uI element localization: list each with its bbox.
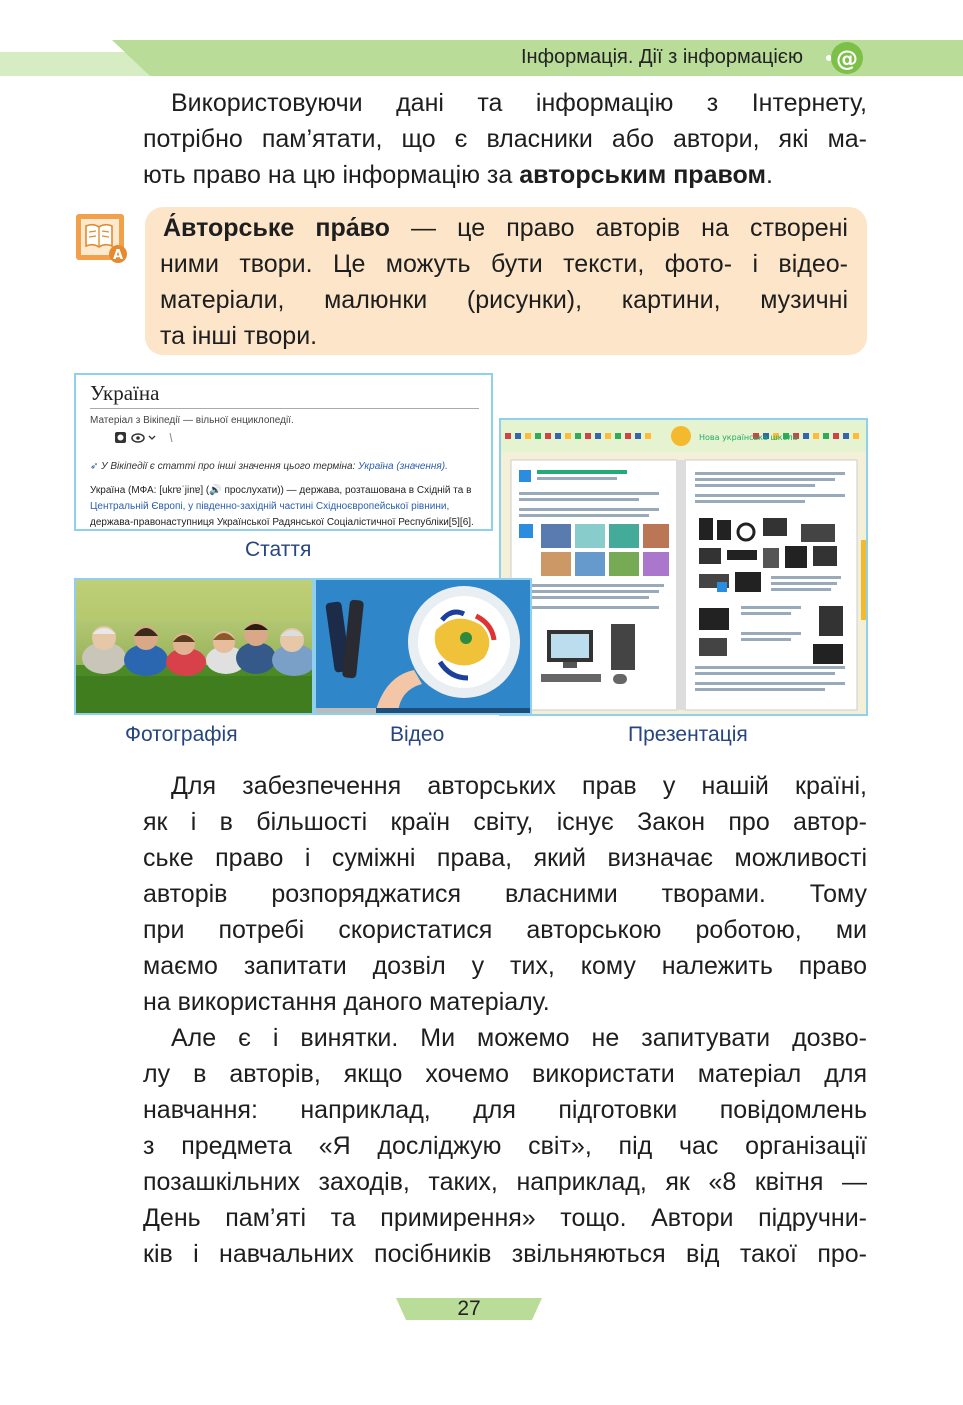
intro-line: потрібно пам’ятати, що є власники або автори, які ма- [143,125,867,153]
intro-line: Використовуючи дані та інформацію з Інтернету, [171,89,867,117]
body-line: лу в авторів, якщо хочемо використати матеріал для [143,1060,867,1088]
body-line: навчання: наприклад, для підготовки повідомлень [143,1096,867,1124]
video-frame-image [314,578,532,715]
definition-line: та інші твори. [160,322,318,350]
wiki-body-text: Україна (МФА: [ukrɐˈjinɐ] (🔊 прослухати)) — держава, розташована в Східній та в Центральній Європі, у південно-західній частині Східноєвропейської рівнини, держава-правонаступниця Української Радянської Соціалістичної Республіки[5][6]. [90,485,474,528]
family-photo-image [74,578,314,715]
svg-text:A: A [112,248,124,263]
at-sign-icon [825,40,865,76]
body-line: Але є і винятки. Ми можемо не запитувати дозво- [171,1024,867,1052]
caption-video: Відео [390,723,445,746]
body-line: при потребі скористатися авторською роботою, ми [143,916,867,944]
intro-paragraph [143,85,867,193]
caption-presentation: Презентація [628,723,748,746]
presentation-banner: Нова українська школа [699,433,798,442]
body-line: позашкільних заходів, таких, наприклад, як «8 квітня — [143,1168,867,1196]
body-line: з предмета «Я досліджую світ», під час організації [143,1132,867,1160]
wiki-article-title: Україна [90,381,160,405]
wikipedia-article-image [74,373,493,531]
header-band [0,40,963,76]
definition-term: А́вторське пра́во [163,214,390,242]
wiki-tools-icons [114,431,174,448]
body-line: як і в більшості країн світу, існує Закон про автор- [143,808,867,836]
body-line: маємо запитати дозвіл у тих, кому належить право [143,952,867,980]
running-header-title: Інформація. Дії з інформацією [520,46,803,68]
caption-photo: Фотографія [125,723,238,746]
definition-line: матеріали, малюнки (рисунки), картини, музичні [160,286,848,314]
body-line: День пам’яті та примирення» тощо. Автори підручни- [143,1204,867,1232]
body-line: Для забезпечення авторських прав у нашій країні, [171,772,867,800]
definition-line: ними твори. Це можуть бути тексти, фото- і відео- [160,250,848,278]
body-paragraph-2 [143,1020,867,1272]
body-paragraph-1 [143,768,867,1020]
intro-line: ють право на цю інформацію за авторським правом. [143,161,773,189]
definition-text: А́вторське пра́во — це право авторів на створені ними твори. Це можуть бути тексти, фото- і відео- матеріали, малюнки (рисунки), картини, музичні та інші твори. [160,210,848,354]
caption-article: Стаття [245,538,312,561]
page-number-tab [396,1298,542,1320]
wiki-subtitle: Матеріал з Вікіпедії — вільної енциклопедії. [90,415,294,426]
body-line: авторів розпоряджатися власними творами. Тому [143,880,867,908]
svg-text:@: @ [836,47,858,72]
page-number: 27 [457,1297,481,1320]
disambiguation-icon: ➶ [90,461,102,472]
body-line: ське право і суміжні права, який визначає можливості [143,844,867,872]
body-line: ків і навчальних посібників звільняються від такої про- [143,1240,867,1268]
wiki-title-rule [90,408,479,409]
body-line: на використання даного матеріалу. [143,988,550,1016]
wiki-link[interactable]: Україна (значення). [358,461,448,472]
wiki-disambiguation-note: ➶ У Вікіпедії є статті про інші значення цього терміна: Україна (значення). [90,461,448,472]
book-icon [74,210,130,266]
presentation-image [499,418,868,716]
copyright-term-bold: авторським правом [519,161,766,189]
